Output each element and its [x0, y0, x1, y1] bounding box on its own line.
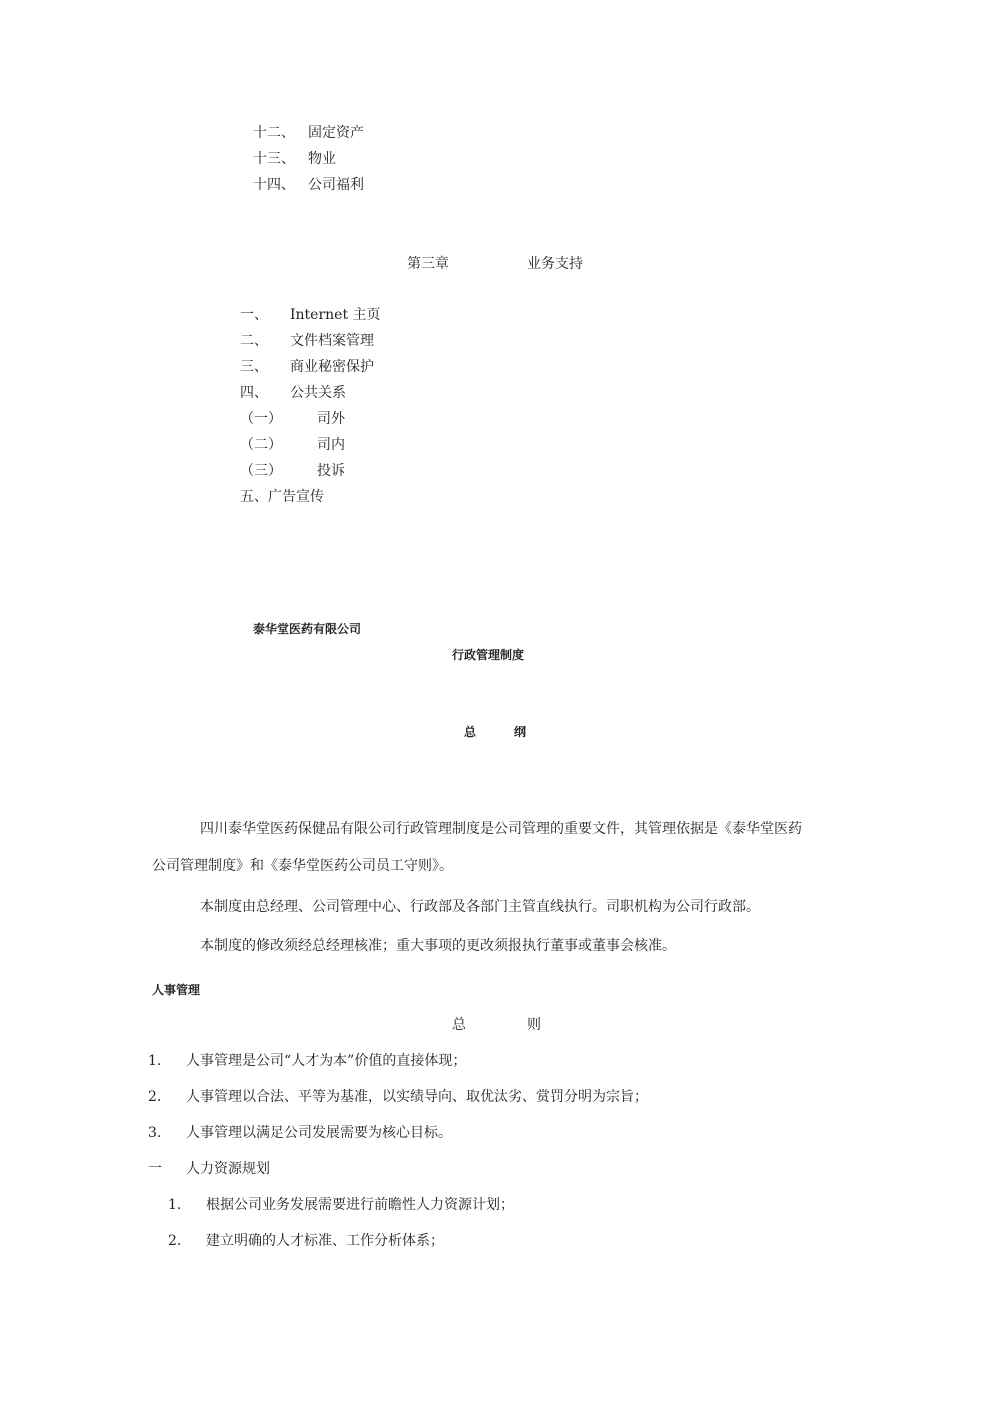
paragraph: 本制度的修改须经总经理核准；重大事项的更改须报执行董事或董事会核准。	[200, 938, 676, 954]
toc-item: 十四、 公司福利	[253, 177, 364, 193]
toc-item: 二、 文件档案管理	[240, 333, 374, 349]
company-name: 泰华堂医药有限公司	[253, 622, 362, 636]
toc-item: 十三、 物业	[253, 151, 336, 167]
paragraph-line: 公司管理制度》和《泰华堂医药公司员工守则》。	[152, 858, 453, 874]
toc-item: 四、 公共关系	[240, 385, 346, 401]
paragraph-line: 四川泰华堂医药保健品有限公司行政管理制度是公司管理的重要文件，其管理依据是《泰华堂医药	[200, 821, 802, 837]
toc-subitem: （一） 司外	[240, 411, 345, 427]
list-item: 1. 根据公司业务发展需要进行前瞻性人力资源计划；	[168, 1197, 514, 1213]
toc-subitem: （三） 投诉	[240, 463, 345, 479]
chapter-heading: 第三章 业务支持	[407, 256, 583, 272]
paragraph: 本制度由总经理、公司管理中心、行政部及各部门主管直线执行。司职机构为公司行政部。	[200, 899, 760, 915]
list-item: 3. 人事管理以满足公司发展需要为核心目标。	[148, 1125, 452, 1141]
section-heading-general-rules: 总 则	[452, 1017, 541, 1033]
toc-subitem: （二） 司内	[240, 437, 345, 453]
document-title: 行政管理制度	[452, 648, 525, 662]
list-item: 2. 建立明确的人才标准、工作分析体系；	[168, 1233, 444, 1249]
toc-item: 一、 Internet 主页	[240, 307, 381, 323]
section-heading-hr: 人事管理	[152, 983, 201, 997]
toc-item: 五、广告宣传	[240, 489, 324, 505]
toc-item: 三、 商业秘密保护	[240, 359, 374, 375]
list-item: 1. 人事管理是公司“人才为本”价值的直接体现；	[148, 1053, 467, 1069]
toc-item: 十二、 固定资产	[253, 125, 364, 141]
section-heading-general-outline: 总 纲	[464, 725, 527, 739]
subsection-heading: 一 人力资源规划	[148, 1161, 270, 1177]
list-item: 2. 人事管理以合法、平等为基准，以实绩导向、取优汰劣、赏罚分明为宗旨；	[148, 1089, 648, 1105]
